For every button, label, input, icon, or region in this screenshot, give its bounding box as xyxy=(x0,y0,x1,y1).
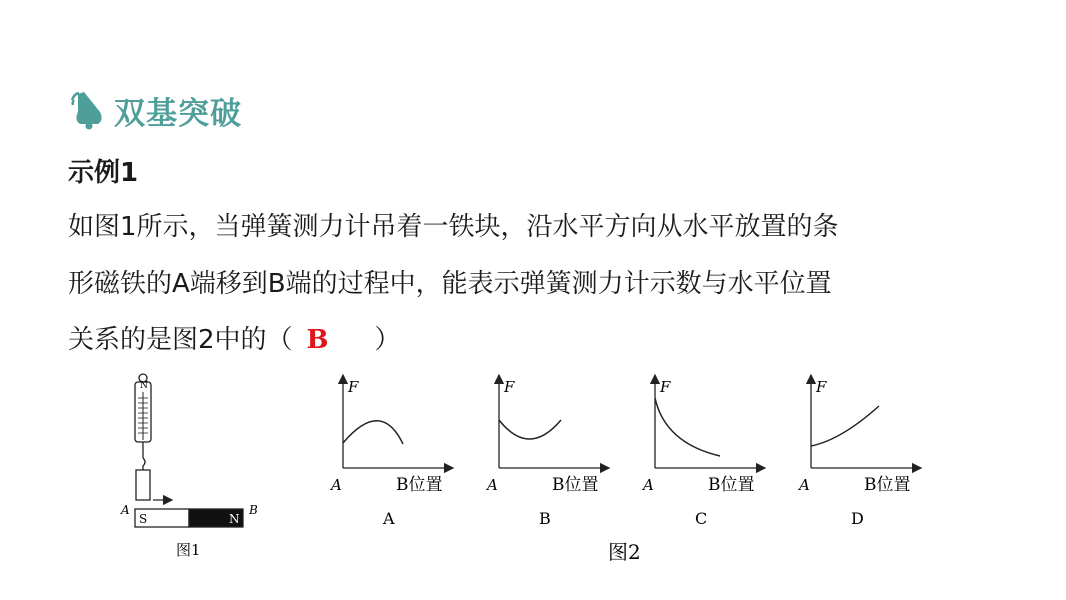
graph-option-4 xyxy=(797,375,921,528)
force-curve xyxy=(343,421,403,444)
x-axis-label: B位置 xyxy=(552,475,599,495)
option-label: D xyxy=(851,509,864,528)
scale-hook xyxy=(143,458,145,470)
y-axis-label: F xyxy=(348,378,359,396)
graph-option-3 xyxy=(641,375,765,528)
dial-mark: N xyxy=(140,381,148,391)
pole-s-label: S xyxy=(139,512,148,526)
option-label: B xyxy=(539,509,551,528)
end-a-label: A xyxy=(121,503,130,517)
y-axis-label: F xyxy=(660,378,671,396)
iron-block xyxy=(136,470,150,500)
x-axis-label: B位置 xyxy=(396,475,443,495)
figure-1 xyxy=(135,374,243,527)
question-line-3-after: ） xyxy=(374,325,401,355)
question-line-3-before: 关系的是图2中的（ xyxy=(68,325,293,355)
force-curve xyxy=(811,406,879,446)
force-curve xyxy=(655,398,720,456)
option-label: A xyxy=(383,509,395,528)
figure-2-caption: 图2 xyxy=(608,540,641,564)
y-axis-label: F xyxy=(504,378,515,396)
question-line-1: 如图1所示，当弹簧测力计吊着一铁块，沿水平方向从水平放置的条 xyxy=(68,212,839,242)
example-label: 示例1 xyxy=(68,158,139,188)
x-axis-label: B位置 xyxy=(864,475,911,495)
question-line-2: 形磁铁的A端移到B端的过程中，能表示弹簧测力计示数与水平位置 xyxy=(68,269,832,299)
x-axis-label: B位置 xyxy=(708,475,755,495)
graph-option-2 xyxy=(485,375,609,528)
force-curve xyxy=(499,420,561,439)
origin-label: A xyxy=(331,476,342,494)
option-label: C xyxy=(695,509,708,528)
pole-n-label: N xyxy=(229,512,240,526)
figure-1-caption: 图1 xyxy=(176,541,201,559)
graph-option-1 xyxy=(329,375,453,528)
figure-2 xyxy=(329,375,921,528)
y-axis-label: F xyxy=(816,378,827,396)
section-title: 双基突破 xyxy=(114,95,242,132)
end-b-label: B xyxy=(249,503,258,517)
answer-mark: B xyxy=(306,325,329,355)
origin-label: A xyxy=(487,476,498,494)
origin-label: A xyxy=(643,476,654,494)
origin-label: A xyxy=(799,476,810,494)
